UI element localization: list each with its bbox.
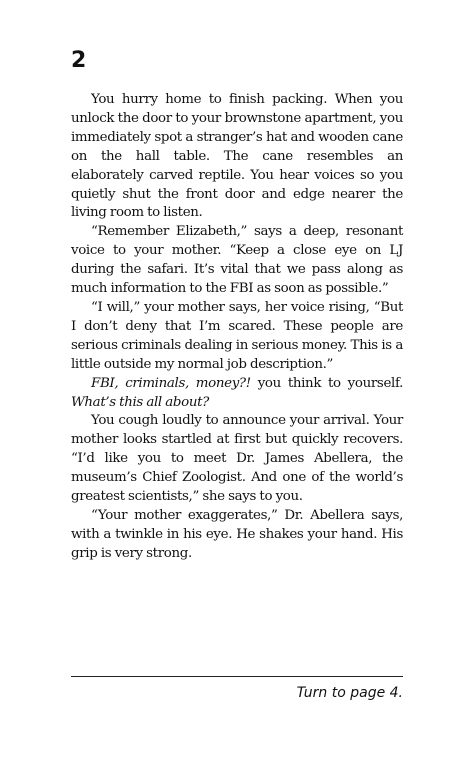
story-text [71, 91, 403, 564]
turn-to-page-link[interactable]: Turn to page 4. [296, 685, 403, 701]
footer-divider [71, 676, 403, 677]
paragraph-text: you think to yourself. [250, 375, 403, 391]
inner-thought: What’s this all about? [71, 394, 209, 410]
paragraph: “I will,” your mother says, her voice rising, “But I don’t deny that I’m scared. These people are serious criminals dealing in serious money. This is a little outside my normal job description.” [71, 299, 403, 372]
inner-thought: FBI, criminals, money?! [91, 375, 251, 391]
page-number: 2 [71, 48, 87, 73]
paragraph: “Your mother exaggerates,” Dr. Abellera says, with a twinkle in his eye. He shakes your hand. His grip is very strong. [71, 507, 403, 561]
paragraph: You cough loudly to announce your arrival. Your mother looks startled at first but quickly recovers. “I’d like you to meet Dr. James Abellera, the museum’s Chief Zoologist. And one of the world’s greatest scientists,” she says to you. [71, 413, 403, 505]
paragraph: “Remember Elizabeth,” says a deep, resonant voice to your mother. “Keep a close eye on LJ during the safari. It’s vital that we pass along as much information to the FBI as soon as possible.” [71, 224, 403, 297]
paragraph: You hurry home to finish packing. When you unlock the door to your brownstone apartment, you immediately spot a stranger’s hat and wooden cane on the hall table. The cane resembles an elaborately carved reptile. You hear voices so you quietly shut the front door and edge nearer the living room to listen. [71, 92, 403, 221]
paragraph [71, 375, 403, 413]
